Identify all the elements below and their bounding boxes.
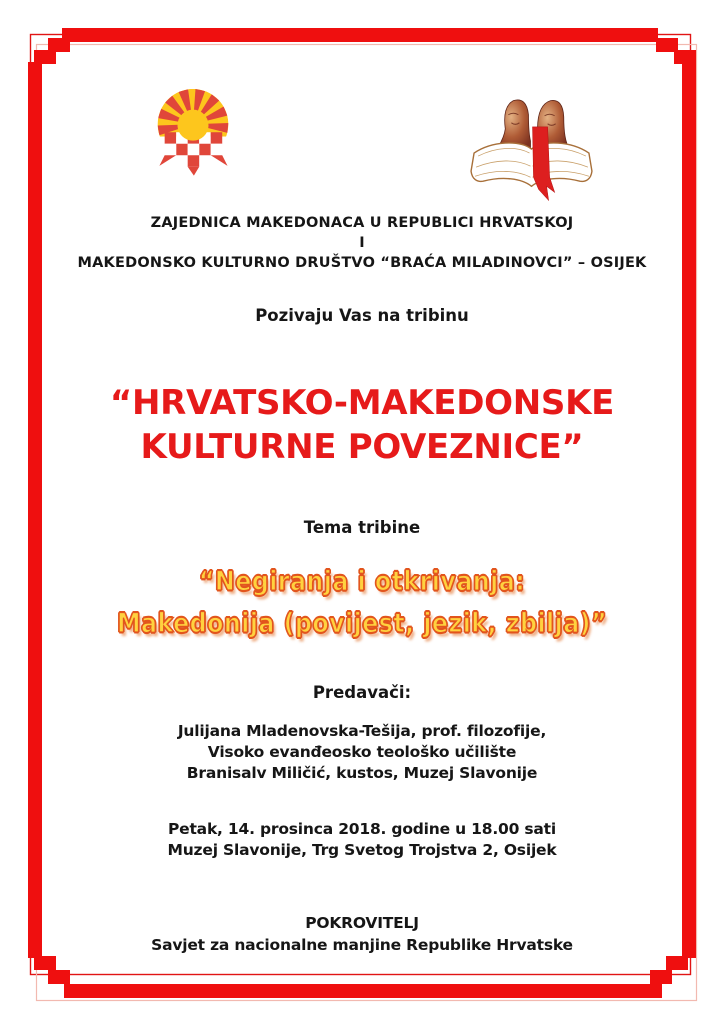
topic-wordart-line-1: “Negiranja i otkrivanja: [198, 566, 526, 597]
event-details [0, 819, 724, 861]
speaker-line: Julijana Mladenovska-Tešija, prof. filozofije, [177, 722, 547, 740]
speaker-line: Branisalv Miličić, kustos, Muzej Slavonije [186, 764, 538, 782]
event-datetime: Petak, 14. prosinca 2018. godine u 18.00 sati [168, 820, 556, 838]
macedonian-sun-checkerboard-logo-icon [148, 80, 238, 188]
speaker-line: Visoko evanđeosko teološko učilište [207, 743, 517, 761]
sponsor-block [0, 912, 724, 956]
main-title [0, 381, 724, 469]
organization-line-2: MAKEDONSKO KULTURNO DRUŠTVO “BRAĆA MILADINOVCI” – OSIJEK [77, 255, 647, 271]
invitation-line: Pozivaju Vas na tribinu [255, 306, 469, 325]
main-title-line-2: KULTURNE POVEZNICE” [140, 427, 584, 467]
sponsor-name: Savjet za nacionalne manjine Republike Hrvatske [151, 936, 573, 954]
sponsor-label: POKROVITELJ [305, 914, 419, 932]
event-location: Muzej Slavonije, Trg Svetog Trojstva 2, Osijek [167, 841, 557, 859]
speakers-list [0, 721, 724, 784]
organizations-block [0, 213, 724, 273]
topic-wordart-line-2: Makedonija (povijest, jezik, zbilja)” [116, 608, 608, 639]
topic-label: Tema tribine [303, 518, 421, 537]
miladinov-brothers-book-logo-icon [464, 92, 600, 206]
speakers-label: Predavači: [312, 683, 412, 702]
organization-conjunction: I [359, 235, 365, 251]
main-title-line-1: “HRVATSKO-MAKEDONSKE [109, 383, 615, 423]
topic-wordart [0, 561, 724, 645]
organization-line-1: ZAJEDNICA MAKEDONACA U REPUBLICI HRVATSKOJ [150, 215, 574, 231]
